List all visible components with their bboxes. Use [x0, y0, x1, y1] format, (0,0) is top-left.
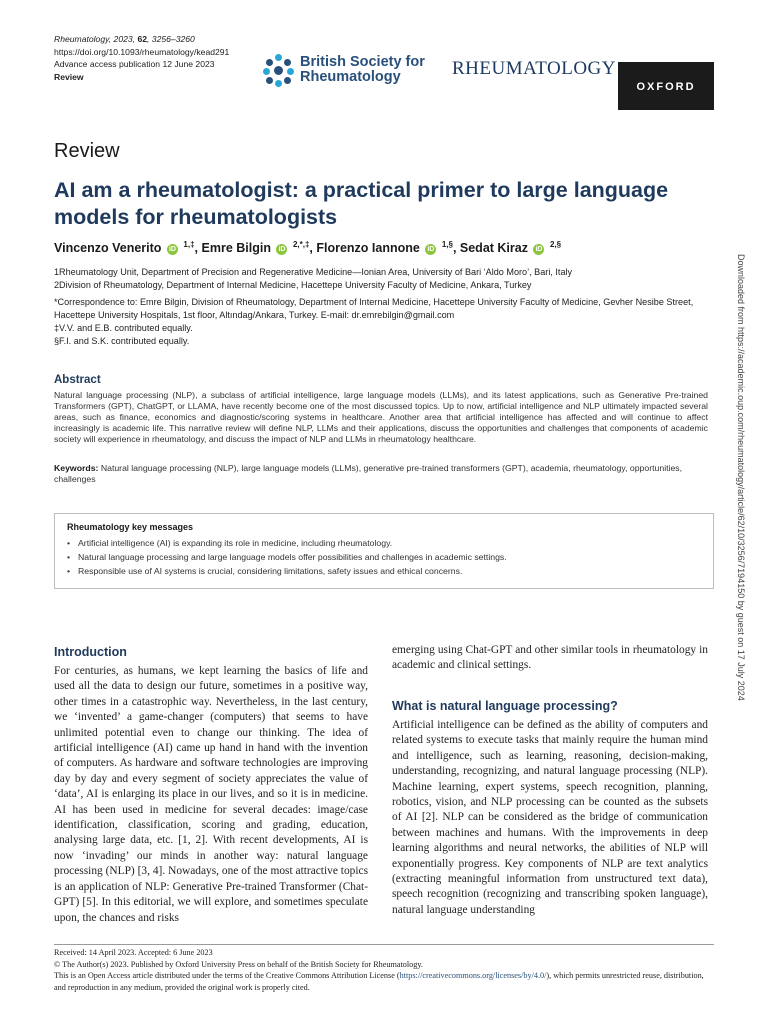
- author-affiliation-marks: 1,‡: [183, 240, 195, 249]
- advance-access-date: Advance access publication 12 June 2023: [54, 59, 215, 69]
- article-title: AI am a rheumatologist: a practical primer to large language models for rheumatologists: [54, 178, 669, 229]
- section-label: Review: [54, 140, 120, 162]
- license-link[interactable]: https://creativecommons.org/licenses/by/4.0/: [399, 971, 547, 980]
- publication-meta: [54, 33, 229, 83]
- copyright-notice: © The Author(s) 2023. Published by Oxford University Press on behalf of the British Society for Rheumatology.: [54, 959, 423, 969]
- author-notes: [54, 296, 704, 348]
- keywords: [54, 463, 708, 485]
- key-message-item: • Artificial intelligence (AI) is expanding its role in medicine, including rheumatology.: [67, 536, 701, 550]
- article-type: Review: [54, 71, 84, 82]
- author-affiliation-marks: 2,§: [549, 240, 562, 249]
- journal-logo: RHEUMATOLOGY: [452, 58, 616, 79]
- bsr-logo-icon: [262, 54, 294, 86]
- abstract-text: Natural language processing (NLP), a subclass of artificial intelligence, large language models (LLMs), and its latest applications, such as Generative Pre-trained Transformers (GPT), ChatGPT, or LLAMA, have recently become one of the most discussed topics. Up to now, artificial intelligence and NLP ultimately impacted several areas, such as finance, economics and diagnostic/scoring systems in healthcare. Another area that artificial intelligence has affected and will continue to affect increasingly is academic life. This narrative review will define NLP, LLMs and their applications, discuss the opportunities and challenges that components of academic society will experience in rheumatology, and discuss the impact of NLP and LLMs in rheumatology healthcare.: [54, 390, 708, 444]
- introduction-heading: Introduction: [54, 645, 127, 659]
- bsr-logo-text: British Society for Rheumatology: [300, 54, 425, 85]
- license-notice: This is an Open Access article distributed under the terms of the Creative Commons Attribution License (https://creativecommons.org/licenses/by/4.0/), which permits unrestricted reuse, distribution, and reproduction in any medium, provided the original work is properly cited.: [54, 971, 704, 992]
- author-name[interactable]: Florenzo Iannone: [316, 241, 420, 256]
- author-name[interactable]: Sedat Kiraz: [459, 241, 528, 256]
- nlp-paragraph: Artificial intelligence can be defined as the ability of computers and related systems to execute tasks that mainly require the human mind and intelligence, such as learning, reasoning, decision-making, understanding, recognizing, and natural language processing (NLP). Machine learning, expert systems, speech recognition, planning, robotics, vision, and NLP processing can be counted as the subsets of AI [2]. NLP can be considered as the bridge of communication between machines and humans. With the improvements in deep learning algorithms and neural networks, the abilities of NLP will exponentially progress. Key components of NLP are text analytics (extracting meaningful information from unstructured text data), speech recognition (recognizing and transcribing spoken language), natural language understanding: [392, 719, 708, 916]
- abstract-heading: Abstract: [54, 374, 101, 386]
- key-messages-box: [54, 513, 714, 589]
- author-affiliation-marks: 2,*,‡: [292, 240, 310, 249]
- introduction-paragraph: For centuries, as humans, we kept learning the basics of life and used all the data to design our future, sometimes in a positive way, other times in a catastrophic way. Nevertheless, in the last century, we ‘invented’ a game-changer (computers) that seems to have unlimited potential even to change our thinking. The idea of artificial intelligence (AI) came up hand in hand with the invention of computers. As hardware and software technologies are improving day by day and every segment of society appreciates the value of ‘data’, AI is enlarging its place in our lives, and so it is in medicine. AI has been used in medicine for several decades: image/case identification, classification, scoring and grading, education, analysing large data, etc. [1, 2]. With recent developments, AI is now ‘invading’ our minds in another way: natural language processing (NLP) [3, 4]. Nowadays, one of the most attractive topics is an application of NLP: Generative Pre-trained Transformer (Chat-GPT) [5]. In this editorial, we will explore, and sometimes speculate upon, the chances and risks: [54, 665, 368, 924]
- bsr-logo: [262, 52, 440, 88]
- key-message-item: • Responsible use of AI systems is crucial, considering limitations, safety issues and ethical concerns.: [67, 564, 701, 578]
- orcid-icon[interactable]: iD: [427, 246, 435, 254]
- affiliation: 1Rheumatology Unit, Department of Precision and Regenerative Medicine—Ionian Area, University of Bari ‘Aldo Moro’, Bari, Italy: [54, 267, 573, 277]
- publisher-logo: OXFORD: [618, 62, 714, 110]
- introduction-column: [54, 664, 368, 924]
- author-name[interactable]: Vincenzo Venerito: [54, 241, 162, 256]
- nlp-heading: What is natural language processing?: [392, 699, 618, 713]
- key-messages-title: Rheumatology key messages: [67, 522, 194, 532]
- orcid-icon[interactable]: iD: [278, 246, 286, 254]
- affiliations: [54, 266, 704, 292]
- received-dates: Received: 14 April 2023. Accepted: 6 June 2023: [54, 948, 213, 957]
- contribution-note: ‡V.V. and E.B. contributed equally.: [54, 323, 193, 333]
- contribution-note: §F.I. and S.K. contributed equally.: [54, 336, 190, 346]
- footer-divider: [54, 944, 714, 945]
- doi-link[interactable]: https://doi.org/10.1093/rheumatology/kead291: [54, 46, 230, 57]
- journal-citation: Rheumatology, 2023, 62, 3256–3260: [54, 34, 195, 44]
- correspondence-note: *Correspondence to: Emre Bilgin, Division of Rheumatology, Department of Internal Medicine, Hacettepe University Faculty of Medicine, Gevher Nesibe Street, Hacettepe University Hospitals, 1st floor, Altındag/Ankara, Turkey. E-mail: dr.emrebilgin@gmail.com: [54, 297, 694, 320]
- orcid-icon[interactable]: iD: [168, 246, 176, 254]
- author-name[interactable]: Emre Bilgin: [201, 241, 271, 256]
- introduction-continuation: emerging using Chat-GPT and other similar tools in rheumatology in academic and clinical settings.: [392, 644, 708, 672]
- footer: [54, 947, 714, 993]
- keywords-label: Keywords:: [54, 463, 99, 473]
- author-list: Vincenzo Venerito iD $^{1,\ddagger}$, Emre Bilgin iD $^{2,*,\ddagger}$, Florenzo Iannone iD $^{1,\S}$, Sedat Kiraz iD $^{2,\S}$: [54, 240, 562, 256]
- nlp-column: [392, 718, 708, 916]
- key-message-item: • Natural language processing and large language models offer possibilities and challenges in academic settings.: [67, 550, 701, 564]
- affiliation: 2Division of Rheumatology, Department of Internal Medicine, Hacettepe University Faculty of Medicine, Ankara, Turkey: [54, 280, 532, 290]
- author-affiliation-marks: 1,§: [441, 240, 453, 249]
- orcid-icon[interactable]: iD: [535, 246, 543, 254]
- download-notice: Downloaded from https://academic.oup.com/rheumatology/article/62/10/3256/7194150 by guest on 17 July 2024: [736, 254, 746, 701]
- keywords-list: Natural language processing (NLP), large language models (LLMs), generative pre-trained transformers (GPT), academia, rheumatology, opportunities, challenges: [54, 463, 683, 484]
